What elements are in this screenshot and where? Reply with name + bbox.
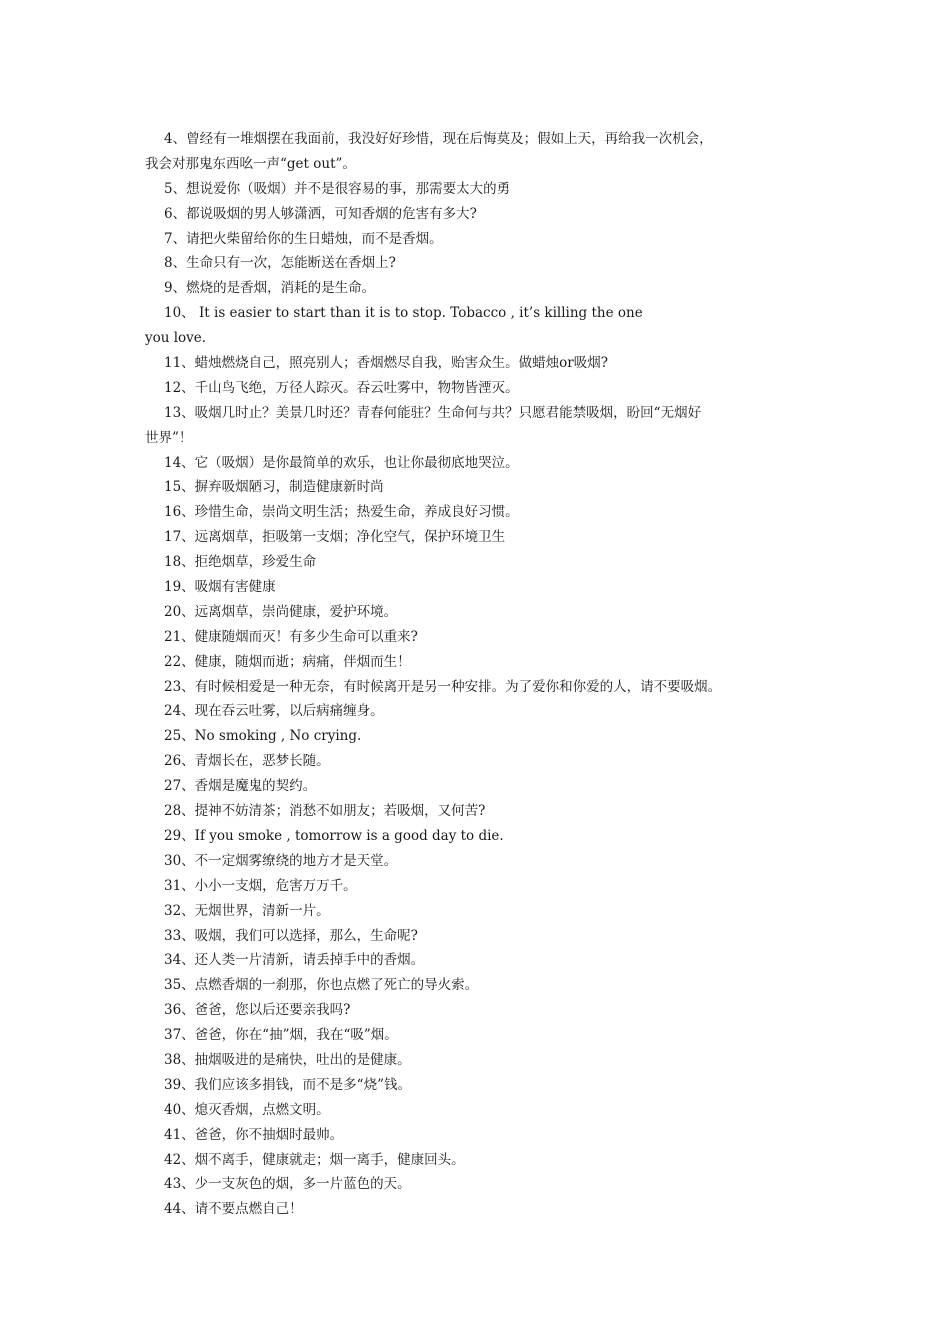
text-line: 6、都说吸烟的男人够潇洒，可知香烟的危害有多大? [164, 205, 477, 222]
text-line: 38、抽烟吸进的是痛快，吐出的是健康。 [164, 1051, 411, 1068]
text-line: 14、它（吸烟）是你最简单的欢乐，也让你最彻底地哭泣。 [164, 454, 519, 471]
text-line: 4、曾经有一堆烟摆在我面前，我没好好珍惜，现在后悔莫及；假如上天，再给我一次机会， [164, 131, 713, 147]
text-line: 27、香烟是魔鬼的契约。 [164, 778, 317, 795]
text-line: 25、No smoking , No crying. [164, 728, 362, 745]
text-line: 10、 It is easier to start than it is to stop. Tobacco , it’s killing the one [164, 305, 643, 322]
text-line: 29、If you smoke , tomorrow is a good day to die. [164, 827, 504, 844]
text-line: 7、请把火柴留给你的生日蜡烛，而不是香烟。 [164, 230, 443, 247]
text-line: 30、不一定烟雾缭绕的地方才是天堂。 [164, 852, 398, 869]
text-line: 20、远离烟草，崇尚健康，爱护环境。 [164, 603, 398, 620]
text-line: 24、现在吞云吐雾，以后病痛缠身。 [164, 703, 384, 720]
text-line: 28、提神不妨清茶；消愁不如朋友；若吸烟，又何苦? [164, 803, 486, 820]
text-line: 我会对那鬼东西吆一声“get out”。 [145, 155, 356, 172]
text-line: 37、爸爸，你在“抽”烟，我在“吸”烟。 [164, 1027, 398, 1044]
text-line: 34、还人类一片清新，请丢掉手中的香烟。 [164, 952, 425, 969]
text-line: 42、烟不离手，健康就走；烟一离手，健康回头。 [164, 1151, 465, 1168]
text-line: 世界”！ [145, 429, 193, 446]
text-line: 39、我们应该多捐钱，而不是多“烧”钱。 [164, 1076, 411, 1093]
text-line: 26、青烟长在，恶梦长随。 [164, 753, 330, 770]
text-line: you love. [145, 330, 207, 347]
text-line: 8、生命只有一次，怎能断送在香烟上? [164, 255, 396, 272]
text-line: 44、请不要点燃自己！ [164, 1201, 303, 1218]
text-line: 15、摒弃吸烟陋习，制造健康新时尚 [164, 479, 384, 496]
text-line: 36、爸爸，您以后还要亲我吗? [164, 1002, 351, 1019]
text-line: 11、蜡烛燃烧自己，照亮别人；香烟燃尽自我，贻害众生。做蜡烛or吸烟? [164, 355, 608, 372]
text-line: 40、熄灭香烟，点燃文明。 [164, 1101, 330, 1118]
text-line: 23、有时候相爱是一种无奈，有时候离开是另一种安排。为了爱你和你爱的人，请不要吸烟。 [164, 678, 722, 695]
document-body [145, 127, 810, 1222]
text-line: 17、远离烟草，拒吸第一支烟；净化空气，保护环境卫生 [164, 529, 506, 546]
text-line: 19、吸烟有害健康 [164, 579, 276, 596]
text-line: 22、健康，随烟而逝；病痛，伴烟而生！ [164, 653, 411, 670]
text-line: 18、拒绝烟草，珍爱生命 [164, 554, 317, 571]
text-line: 9、燃烧的是香烟，消耗的是生命。 [164, 280, 376, 297]
text-line: 5、想说爱你（吸烟）并不是很容易的事，那需要太大的勇 [164, 180, 511, 197]
text-line: 21、健康随烟而灭！有多少生命可以重来? [164, 628, 418, 645]
text-line: 35、点燃香烟的一刹那，你也点燃了死亡的导火索。 [164, 977, 479, 994]
text-line: 33、吸烟，我们可以选择，那么，生命呢? [164, 927, 418, 944]
text-line: 31、小小一支烟，危害万万千。 [164, 877, 357, 894]
text-line: 12、千山鸟飞绝，万径人踪灭。吞云吐雾中，物物皆湮灭。 [164, 379, 519, 396]
text-line: 13、吸烟几时止？美景几时还？青春何能驻？生命何与共？只愿君能禁吸烟，盼回“无烟好 [164, 404, 702, 421]
text-line: 41、爸爸，你不抽烟时最帅。 [164, 1126, 344, 1143]
text-line: 16、珍惜生命，崇尚文明生活；热爱生命，养成良好习惯。 [164, 504, 519, 521]
text-line: 43、少一支灰色的烟，多一片蓝色的天。 [164, 1176, 411, 1193]
text-line: 32、无烟世界，清新一片。 [164, 902, 330, 919]
